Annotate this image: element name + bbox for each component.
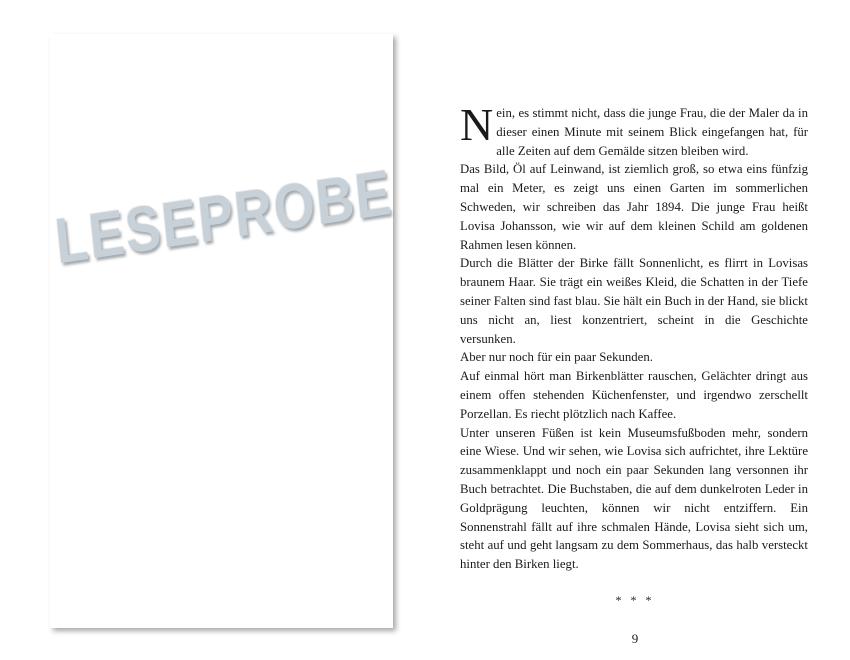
dropcap: N	[460, 99, 494, 150]
paragraph-6: Unter unseren Füßen ist kein Museumsfußboden mehr, sondern eine Wiese. Und wir sehen, wie Lovisa sich aufrichtet, ihre Lektüre zusammenklappt und noch ein paar Sekunden lang versonnen ihr Buch betrachtet. Die Buchstaben, die auf dem dunkelroten Leder in Goldprägung leuchten, können wir nicht entziffern. Ein Sonnenstrahl fällt auf ihre schmalen Hände, Lovisa sieht sich um, steht auf und geht langsam zu dem Sommerhaus, das halb versteckt hinter den Birken liegt.	[460, 425, 808, 572]
paragraph-3: Durch die Blätter der Birke fällt Sonnenlicht, es flirrt in Lovisas braunem Haar. Sie trägt ein weißes Kleid, die Schatten in der Tiefe seiner Falten sind fast blau. Sie hält ein Buch in der Hand, sie blickt uns nicht an, liest konzentriert, scheint in die Geschichte versunken.	[460, 256, 808, 346]
paragraph-1-text: ein, es stimmt nicht, dass die junge Frau, die der Maler da in dieser einen Minute mit seinem Blick eingefangen hat, für alle Zeiten auf dem Gemälde sitzen bleiben wird.	[496, 106, 808, 158]
right-page-text	[460, 99, 808, 574]
paragraph-5: Auf einmal hört man Birkenblätter rauschen, Gelächter dringt aus einem offen stehenden Küchenfenster, und irgendwo zerschellt Porzellan. Es riecht plötzlich nach Kaffee.	[460, 369, 808, 421]
paragraph-2: Das Bild, Öl auf Leinwand, ist ziemlich groß, so etwa eins fünfzig mal ein Meter, es zeigt uns einen Garten im sommerlichen Schweden, wir schreiben das Jahr 1894. Die junge Frau heißt Lovisa Johansson, wie wir auf dem kleinen Schild am goldenen Rahmen lesen können.	[460, 162, 808, 252]
paragraph-1	[460, 99, 808, 160]
paragraph-4: Aber nur noch für ein paar Sekunden.	[460, 350, 653, 365]
page-number: 9	[631, 631, 639, 646]
watermark: LESEPROBE	[52, 155, 396, 278]
section-break: * * *	[615, 593, 655, 607]
left-page	[50, 34, 396, 628]
